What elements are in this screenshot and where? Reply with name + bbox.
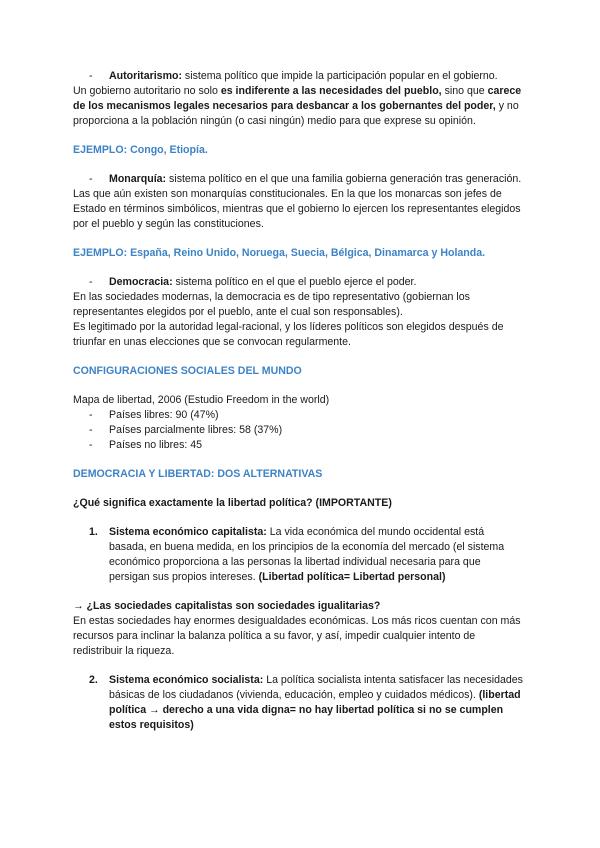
list-item-text: Países no libres: 45 <box>109 439 203 451</box>
document-page <box>73 69 523 733</box>
text-socialista: La política socialista intenta satisfacer las necesidades básicas de los ciudadanos (vivienda, educación, empleo y cuidados médicos). <box>109 674 523 701</box>
example-2: EJEMPLO: España, Reino Unido, Noruega, Suecia, Bélgica, Dinamarca y Holanda. <box>73 247 486 259</box>
paragraph-desigualdades: En estas sociedades hay enormes desigualdades económicas. Los más ricos cuentan con más recursos para inclinar la balanza política a su favor, y así, impedir cualquier intento de redistribuir la riqueza. <box>73 615 521 657</box>
item-number: 2. <box>89 674 98 686</box>
bold-capitalista: (Libertad política= Libertad personal) <box>258 571 446 583</box>
list-item-text: Países parcialmente libres: 58 (37%) <box>109 424 283 436</box>
text-span: sino que <box>441 85 488 97</box>
bullet-dash: - <box>89 70 93 82</box>
term-socialista: Sistema económico socialista: <box>109 674 264 686</box>
bullet-dash: - <box>89 439 93 451</box>
bold-span: carece de los mecanismos legales necesarios para desbancar a los gobernantes del poder, <box>73 85 522 112</box>
heading-configuraciones: CONFIGURACIONES SOCIALES DEL MUNDO <box>73 365 302 377</box>
example-1: EJEMPLO: Congo, Etiopía. <box>73 144 208 156</box>
def-monarquia: sistema político en el que una familia gobierna generación tras generación. <box>166 173 522 185</box>
def-democracia: sistema político en el que el pueblo ejerce el poder. <box>172 276 417 288</box>
list-item <box>73 438 523 453</box>
bullet-dash: - <box>89 424 93 436</box>
bold-span: es indiferente a las necesidades del pueblo, <box>220 85 442 97</box>
bullet-dash: - <box>89 276 93 288</box>
bold-socialista: (libertad política → derecho a una vida digna= no hay libertad política si no se cumplen estos requisitos) <box>109 689 521 731</box>
term-autoritarismo: Autoritarismo: <box>109 70 182 82</box>
text-span: Un gobierno autoritario no solo <box>73 85 221 97</box>
term-capitalista: Sistema económico capitalista: <box>109 526 267 538</box>
paragraph-autoritarismo <box>73 84 523 129</box>
bullet-dash: - <box>89 173 93 185</box>
list-item-text: Países libres: 90 (47%) <box>109 409 219 421</box>
list-item <box>73 408 523 423</box>
bullet-monarquia <box>73 172 523 187</box>
configuraciones-intro: Mapa de libertad, 2006 (Estudio Freedom in the world) <box>73 394 330 406</box>
numbered-item-socialista <box>73 673 523 733</box>
text-span: y no proporciona a la población ningún (o casi ningún) medio para que exprese su opinión. <box>73 100 519 127</box>
term-democracia: Democracia: <box>109 276 173 288</box>
heading-democracia-libertad: DEMOCRACIA Y LIBERTAD: DOS ALTERNATIVAS <box>73 468 323 480</box>
question-igualitarias: → ¿Las sociedades capitalistas son sociedades igualitarias? <box>73 600 381 612</box>
list-item <box>73 423 523 438</box>
paragraph-democracia-1: En las sociedades modernas, la democracia es de tipo representativo (gobiernan los representantes elegidos por el pueblo, ante el cual son responsables). <box>73 291 470 318</box>
def-autoritarismo: sistema político que impide la participación popular en el gobierno. <box>181 70 498 82</box>
item-number: 1. <box>89 526 98 538</box>
question-libertad-politica: ¿Qué significa exactamente la libertad política? (IMPORTANTE) <box>73 497 392 509</box>
bullet-autoritarismo <box>73 69 523 84</box>
term-monarquia: Monarquía: <box>109 173 167 185</box>
bullet-dash: - <box>89 409 93 421</box>
numbered-item-capitalista <box>73 525 523 585</box>
paragraph-democracia-2: Es legitimado por la autoridad legal-racional, y los líderes políticos son elegidos después de triunfar en unas elecciones que se convocan regularmente. <box>73 321 504 348</box>
paragraph-monarquia: Las que aún existen son monarquías constitucionales. En la que los monarcas son jefes de Estado en términos simbólicos, mientras que el gobierno lo ejercen los representantes elegidos por el pueblo y según las constituciones. <box>73 188 521 230</box>
text-capitalista: La vida económica del mundo occidental está basada, en buena medida, en los principios de la economía del mercado (el sistema económico proporciona a las personas la libertad individual necesaria para que persigan sus propios intereses. <box>109 526 505 583</box>
bullet-democracia <box>73 275 523 290</box>
